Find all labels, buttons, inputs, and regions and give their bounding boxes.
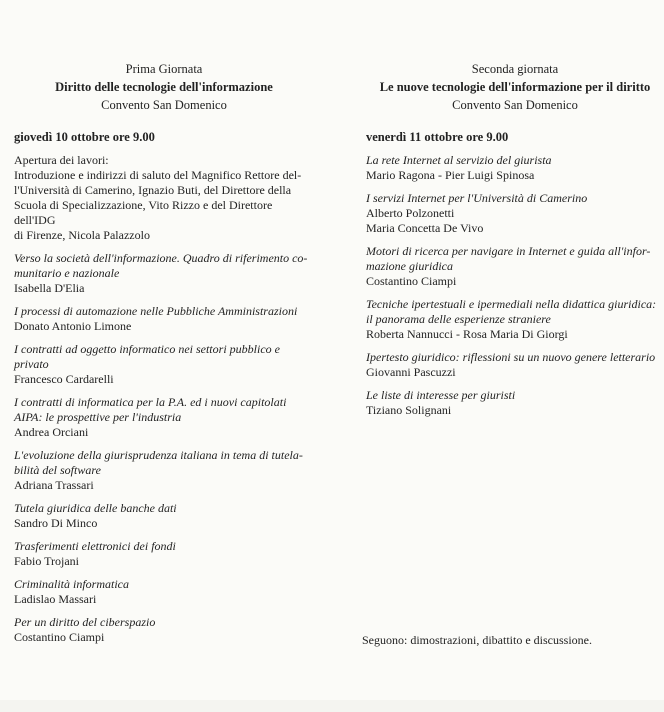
talk-item — [14, 501, 314, 531]
opening-title: Apertura dei lavori: — [14, 153, 109, 167]
talk-item — [366, 191, 664, 236]
talk-item — [14, 304, 314, 334]
talk-title: Motori di ricerca per navigare in Internet e guida all'infor- mazione giuridica — [366, 244, 651, 273]
talk-title: Trasferimenti elettronici dei fondi — [14, 539, 176, 553]
day-one-label: Prima Giornata — [125, 62, 203, 76]
talk-item — [366, 297, 664, 342]
day-one-theme: Diritto delle tecnologie dell'informazione — [55, 80, 273, 94]
talk-title: Per un diritto del ciberspazio — [14, 615, 156, 629]
talk-title: Tutela giuridica delle banche dati — [14, 501, 177, 515]
talk-title: I contratti ad oggetto informatico nei settori pubblico e privato — [14, 342, 280, 371]
talk-item — [14, 342, 314, 387]
talk-speaker: Francesco Cardarelli — [14, 372, 114, 386]
talk-item — [366, 244, 664, 289]
day-two-label: Seconda giornata — [471, 62, 559, 76]
day-two-date: venerdì 11 ottobre ore 9.00 — [366, 130, 509, 144]
talk-title: I contratti di informatica per la P.A. ed i nuovi capitolati AIPA: le prospettive per l'industria — [14, 395, 287, 424]
day-one-column — [14, 60, 314, 653]
talk-title: I processi di automazione nelle Pubbliche Amministrazioni — [14, 304, 298, 318]
talk-title: Verso la società dell'informazione. Quadro di riferimento co- munitario e nazionale — [14, 251, 308, 280]
talk-title: I servizi Internet per l'Università di Camerino — [366, 191, 588, 205]
day-one-header — [14, 60, 314, 114]
day-two-theme: Le nuove tecnologie dell'informazione per il diritto — [379, 80, 651, 94]
day-two-header — [366, 60, 664, 114]
talk-title: Ipertesto giuridico: riflessioni su un nuovo genere letterario — [366, 350, 656, 364]
talk-speaker: Sandro Di Minco — [14, 516, 98, 530]
day-two-venue: Convento San Domenico — [452, 98, 578, 112]
talk-speaker: Tiziano Solignani — [366, 403, 452, 417]
talk-item — [14, 448, 314, 493]
talk-title: L'evoluzione della giurisprudenza italiana in tema di tutela- bilità del software — [14, 448, 303, 477]
talk-item — [14, 395, 314, 440]
talk-item — [14, 251, 314, 296]
talk-speaker: Andrea Orciani — [14, 425, 89, 439]
talk-speaker: Fabio Trojani — [14, 554, 80, 568]
talk-speaker: Costantino Ciampi — [14, 630, 105, 644]
talk-title: Criminalità informatica — [14, 577, 130, 591]
talk-title: Le liste di interesse per giuristi — [366, 388, 516, 402]
talk-title: Tecniche ipertestuali e ipermediali nella didattica giuridica: il panorama delle esperienze straniere — [366, 297, 657, 326]
talk-speaker: Adriana Trassari — [14, 478, 94, 492]
talk-item — [14, 577, 314, 607]
talk-speaker: Donato Antonio Limone — [14, 319, 132, 333]
opening-text: Introduzione e indirizzi di saluto del Magnifico Rettore del- l'Università di Camerino, Ignazio Buti, del Direttore della Scuola di Specializzazione, Vito Rizzo e del Direttore dell'IDG di Firenze, Nicola Palazzolo — [14, 168, 302, 242]
talk-speaker: Alberto Polzonetti Maria Concetta De Vivo — [366, 206, 484, 235]
talk-speaker: Ladislao Massari — [14, 592, 97, 606]
talk-title: La rete Internet al servizio del giurista — [366, 153, 552, 167]
talk-item — [366, 388, 664, 418]
talk-item — [14, 615, 314, 645]
talk-speaker: Costantino Ciampi — [366, 274, 457, 288]
talk-item — [366, 153, 664, 183]
talk-speaker: Isabella D'Elia — [14, 281, 85, 295]
talk-speaker: Roberta Nannucci - Rosa Maria Di Giorgi — [366, 327, 568, 341]
talk-item — [14, 539, 314, 569]
day-two-column — [366, 60, 664, 426]
day-one-date: giovedì 10 ottobre ore 9.00 — [14, 130, 155, 144]
talk-speaker: Mario Ragona - Pier Luigi Spinosa — [366, 168, 535, 182]
page-bottom-edge — [0, 700, 664, 712]
opening-block — [14, 153, 314, 243]
day-one-venue: Convento San Domenico — [101, 98, 227, 112]
closing-note: Seguono: dimostrazioni, dibattito e discussione. — [362, 633, 592, 647]
talk-item — [366, 350, 664, 380]
talk-speaker: Giovanni Pascuzzi — [366, 365, 456, 379]
